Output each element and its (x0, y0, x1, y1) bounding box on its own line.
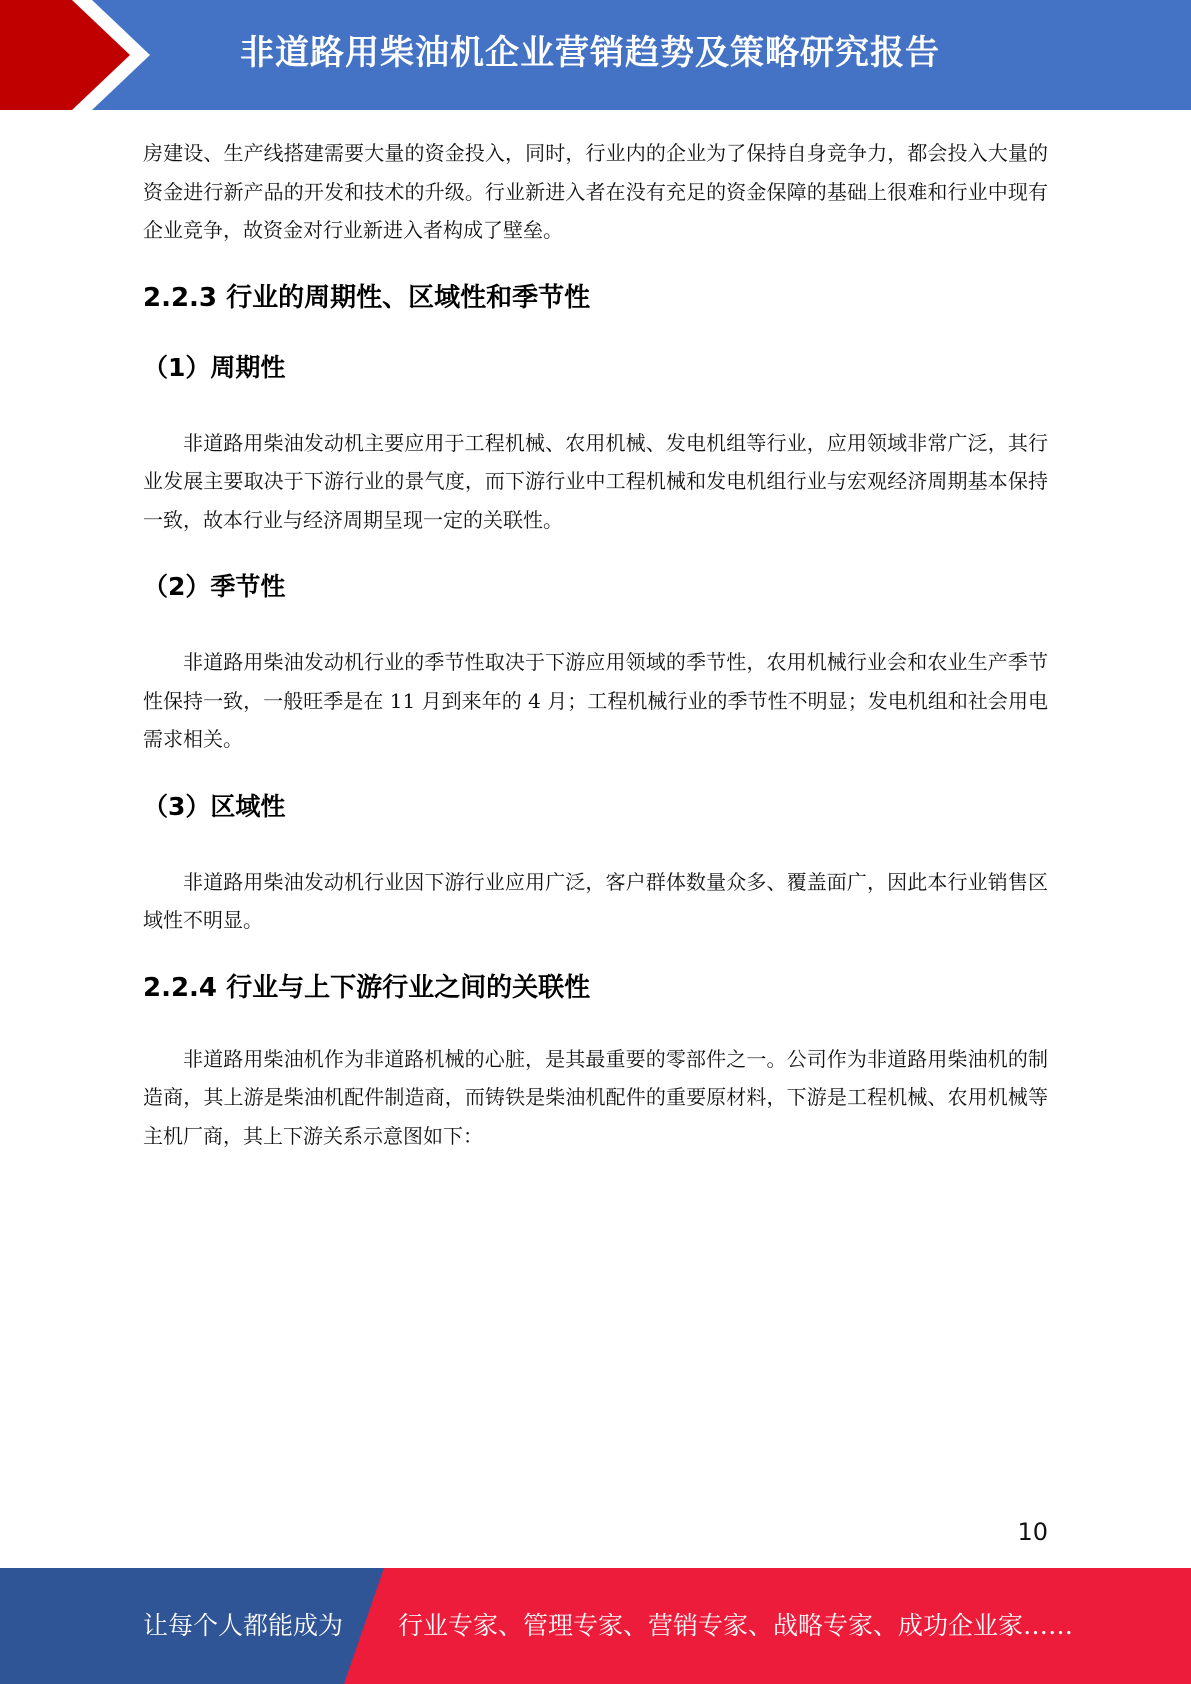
subheading-seasonal: （2）季节性 (143, 572, 286, 601)
paragraph-seasonal: 非道路用柴油发动机行业的季节性取决于下游应用领域的季节性，农用机械行业会和农业生产季节性保持一致，一般旺季是在 11 月到来年的 4 月；工程机械行业的季节性不明显；发电机组和社会用电需求相关。 (143, 650, 1048, 751)
paragraph-upstream-downstream: 非道路用柴油机作为非道路机械的心脏，是其最重要的零部件之一。公司作为非道路用柴油机的制造商，其上游是柴油机配件制造商，而铸铁是柴油机配件的重要原材料，下游是工程机械、农用机械等主机厂商，其上下游关系示意图如下： (143, 1046, 1048, 1148)
paragraph-regional: 非道路用柴油发动机行业因下游行业应用广泛，客户群体数量众多、覆盖面广，因此本行业销售区域性不明显。 (143, 869, 1048, 932)
subheading-regional: （3）区域性 (143, 791, 286, 821)
header-banner (0, 0, 1191, 110)
document-body (143, 134, 1048, 1155)
footer-slogan-left: 让每个人都能成为 (143, 1611, 344, 1640)
footer-slogan-right: 行业专家、管理专家、营销专家、战略专家、成功企业家…… (398, 1611, 1074, 1640)
section-heading-2-2-4: 2.2.4 行业与上下游行业之间的关联性 (143, 972, 591, 1003)
subheading-cyclical: （1）周期性 (143, 352, 286, 382)
section-heading-2-2-3: 2.2.3 行业的周期性、区域性和季节性 (143, 282, 591, 313)
paragraph-cyclical: 非道路用柴油发动机主要应用于工程机械、农用机械、发电机组等行业，应用领域非常广泛，其行业发展主要取决于下游行业的景气度，而下游行业中工程机械和发电机组行业与宏观经济周期基本保持一致，故本行业与经济周期呈现一定的关联性。 (143, 430, 1048, 532)
footer-banner (0, 1568, 1191, 1684)
paragraph-capital-barrier: 房建设、生产线搭建需要大量的资金投入，同时，行业内的企业为了保持自身竞争力，都会投入大量的资金进行新产品的开发和技术的升级。行业新进入者在没有充足的资金保障的基础上很难和行业中现有企业竞争，故资金对行业新进入者构成了壁垒。 (143, 141, 1048, 242)
report-title: 非道路用柴油机企业营销趋势及策略研究报告 (240, 33, 940, 73)
header-chevron-decoration (0, 0, 160, 110)
page-number: 10 (1017, 1518, 1048, 1546)
